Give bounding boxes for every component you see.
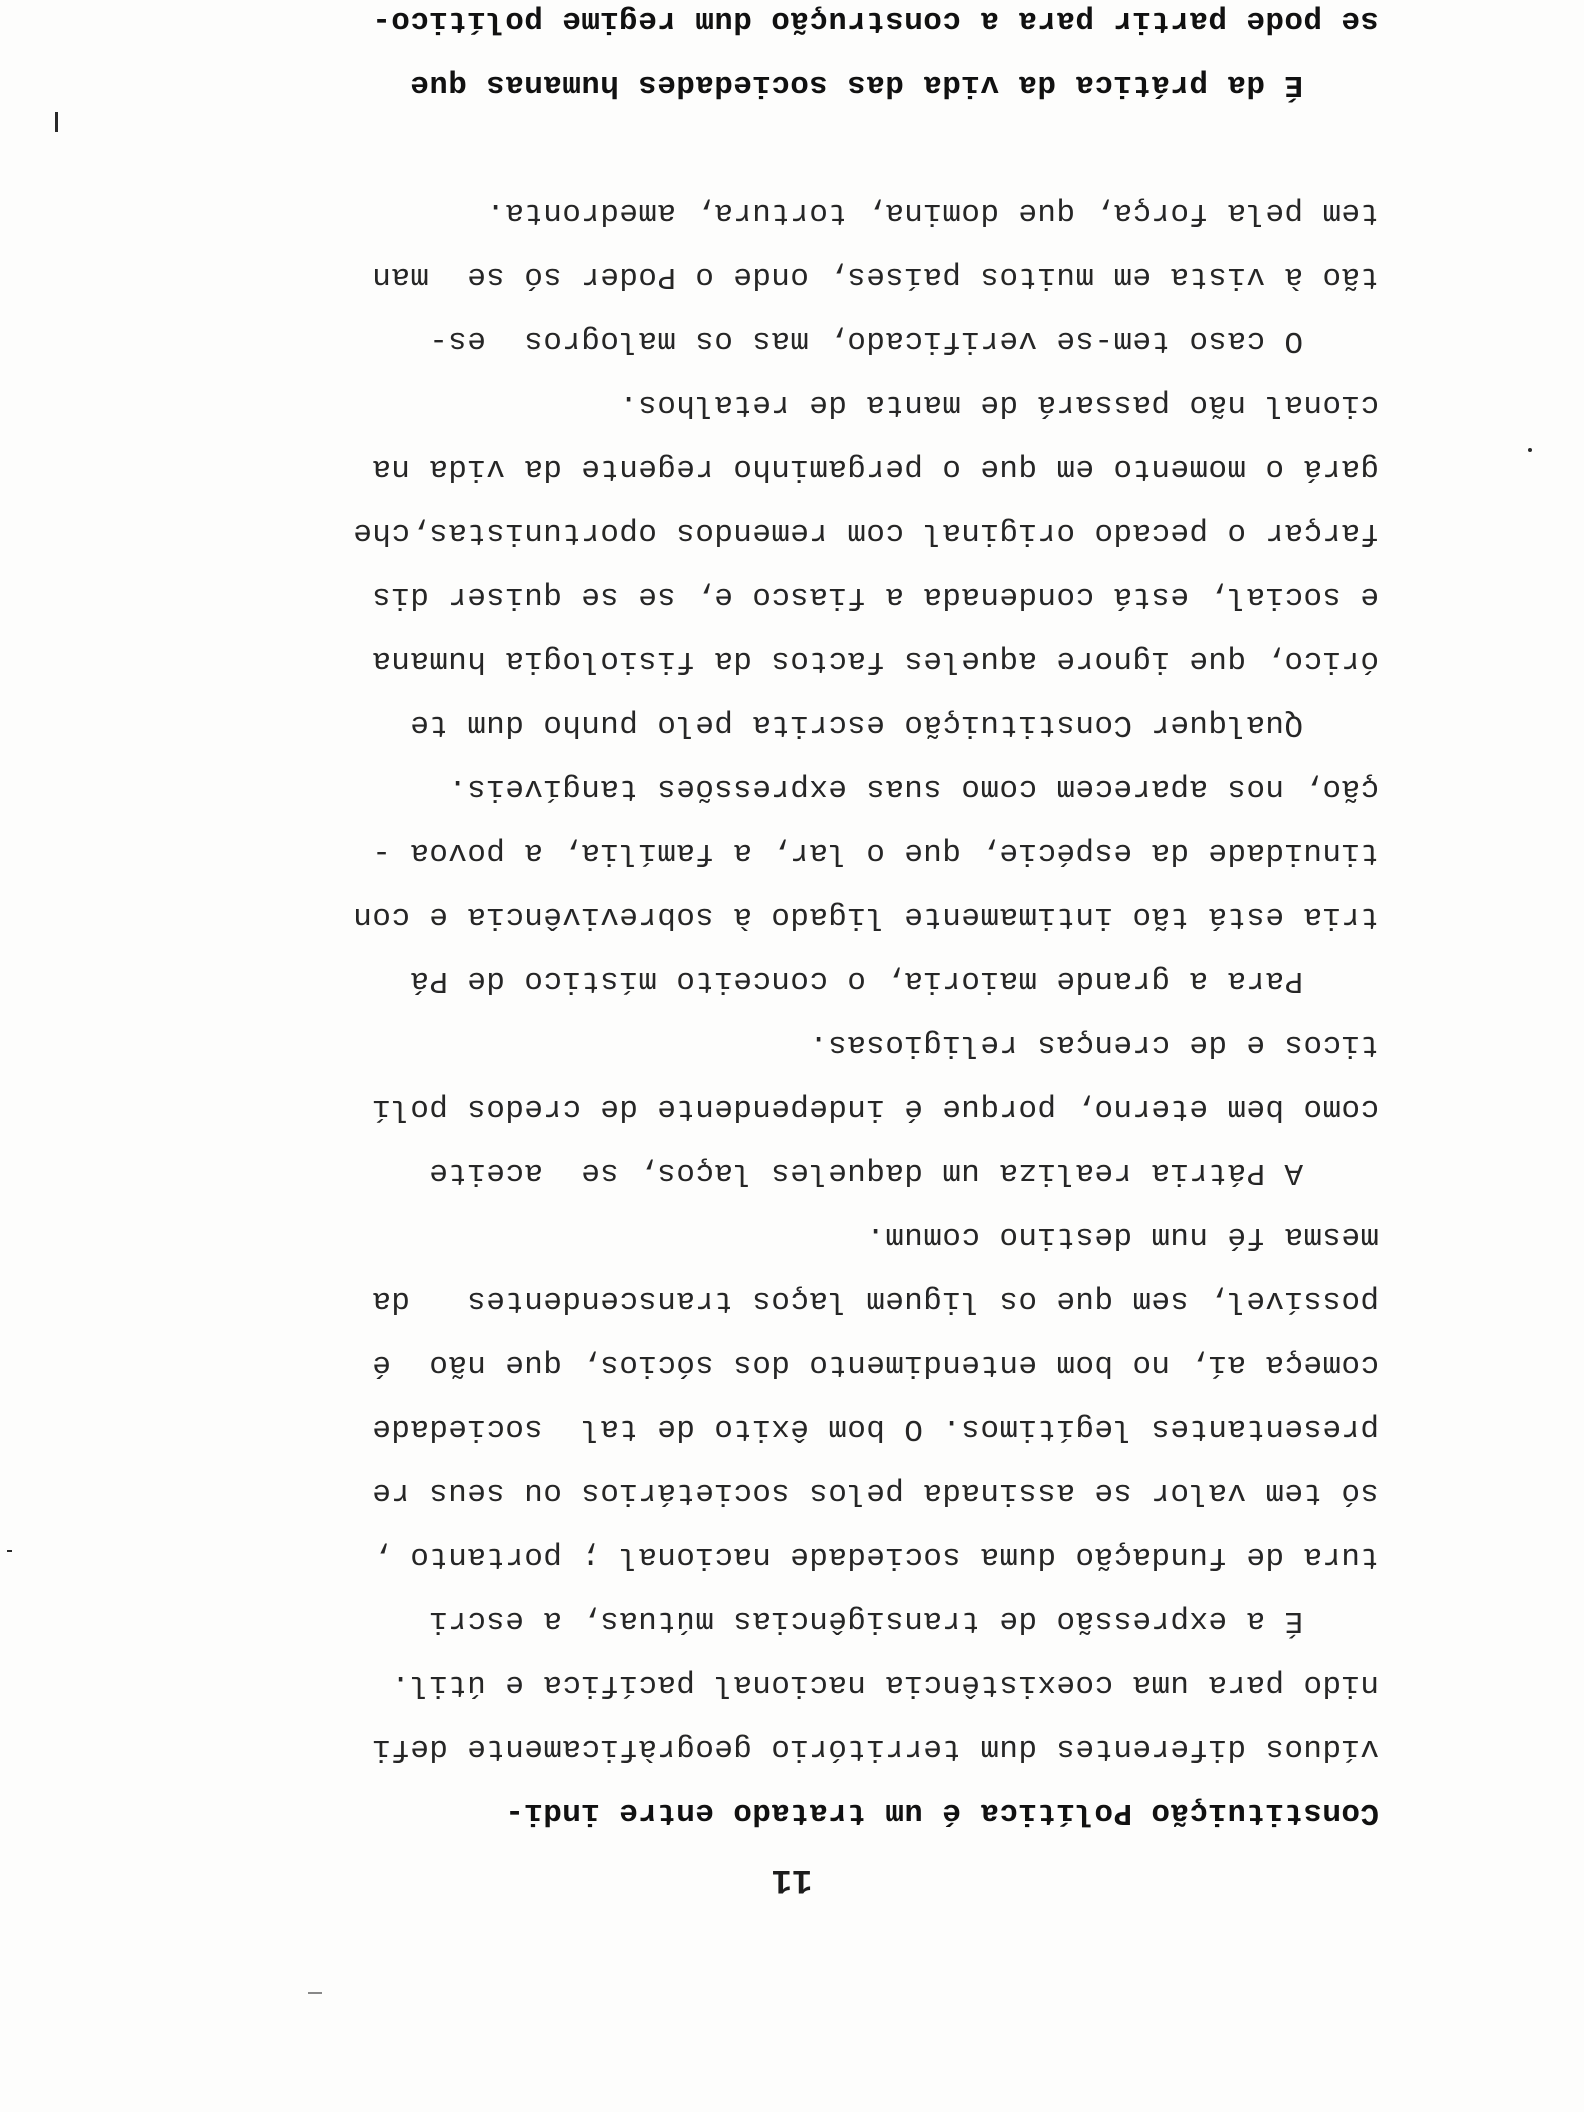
text-line: como bem eterno, porque é independente de credos polí: [371, 1091, 1379, 1126]
text-line: e social, está condenada a fiasco e, se se quiser dis: [371, 579, 1379, 614]
scan-speck: [7, 1550, 12, 1552]
text-line: ção, nos aparecem como suas expressões tangíveis.: [447, 771, 1379, 806]
text-line: possível, sem que os liguem laços transcendentes da: [371, 1283, 1379, 1318]
text-line: tem pela força, que domina, tortura, amedronta.: [485, 195, 1379, 230]
text-line: presentantes legítimos. O bom êxito de tal sociedade: [371, 1411, 1379, 1446]
text-line: tão à vista em muitos países, onde o Poder só se man: [371, 259, 1379, 294]
text-line: O caso tem-se verificado, mas os malogros es-: [428, 323, 1379, 358]
scan-speck: [308, 1992, 322, 1994]
text-line: tria está tão intimamente ligado à sobrevivência e con: [352, 899, 1379, 934]
paragraph-gap: [139, 116, 1379, 180]
text-line: mesma fé num destino comum.: [865, 1219, 1379, 1254]
text-line: É da prática da vida das sociedades humanas que: [409, 67, 1379, 102]
text-line: É a expressão de transigências mútuas, a escri: [428, 1603, 1379, 1638]
page-number: 11: [771, 1860, 813, 1898]
text-line: se pode partir para a construção dum regime político-: [371, 3, 1379, 38]
text-line: tura de fundação duma sociedade nacional ; portanto ,: [371, 1539, 1379, 1574]
text-line: começa aí, no bom entendimento dos sócios, que não é: [371, 1347, 1379, 1382]
text-line: órico, que ignore aqueles factos da fisiologia humana: [371, 643, 1379, 678]
text-line: farçar o pecado original com remendos oportunistas,che: [352, 515, 1379, 550]
text-line: A Pátria realiza um daqueles laços, se aceite: [428, 1155, 1379, 1190]
scan-speck: [1528, 448, 1532, 452]
text-line: Para a grande maioria, o conceito místico de Pá: [409, 963, 1379, 998]
text-line: cional não passará de manta de retalhos.: [618, 387, 1379, 422]
text-line: Qualquer Constituição escrita pelo punho dum te: [409, 707, 1379, 742]
text-line: só tem valor se assinada pelos societários ou seus re: [371, 1475, 1379, 1510]
text-line: víduos diferentes dum território geogràficamente defi: [371, 1731, 1379, 1766]
text-line: gará o momento em que o pergaminho regente da vida na: [371, 451, 1379, 486]
text-line: Constituição Política é um tratado entre indi-: [504, 1795, 1379, 1830]
scan-speck: [55, 112, 58, 132]
text-line: ticos e de crenças religiosas.: [808, 1027, 1379, 1062]
text-line: nido para uma coexistência nacional pacífica e útil.: [390, 1667, 1379, 1702]
text-line: tinuidade da espécie, que o lar, a família, a povoa -: [371, 835, 1379, 870]
body-text: [139, 0, 1379, 1844]
